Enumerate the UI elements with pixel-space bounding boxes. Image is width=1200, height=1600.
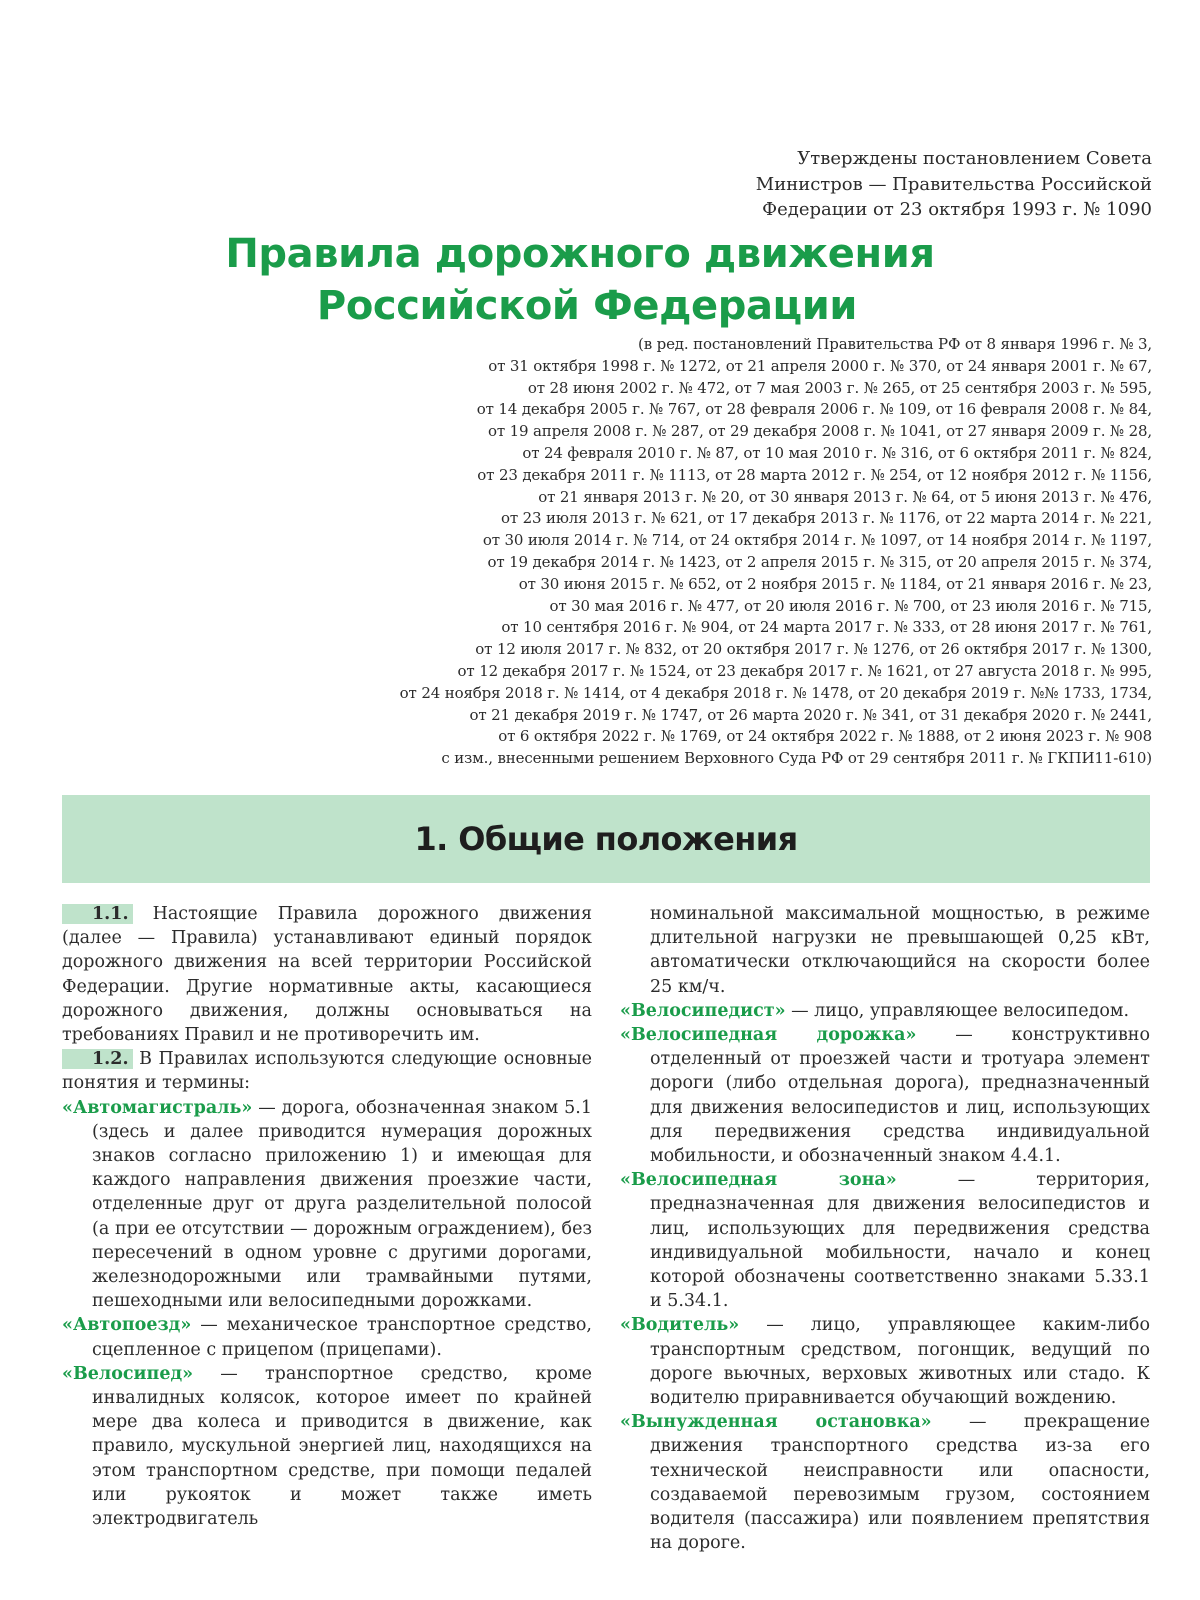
definition-vynuzhdennaya-ostanovka xyxy=(620,1410,1150,1555)
right-column xyxy=(620,902,1150,1555)
term: «Велосипедист» xyxy=(620,1000,786,1021)
paragraph-1-1 xyxy=(62,902,592,1047)
paragraph-text: В Правилах используются следующие основные понятия и термины: xyxy=(62,1049,592,1094)
revision-line: от 12 декабря 2017 г. № 1524, от 23 декабря 2017 г. № 1621, от 27 августа 2018 г. № 995, xyxy=(457,661,1152,680)
definition-text: — дорога, обозначенная знаком 5.1 (здесь и далее приводится нумерация дорожных знаков согласно приложению 1) и имеющая для каждого направления движения проезжие части, отделенные друг от друга разделительной полосой (а при ее отсутствии — дорожным ограждением), без пересечений в одном уровне с другими дорогами, железнодорожными или трамвайными путями, пешеходными или велосипедными дорожками. xyxy=(92,1097,592,1312)
definition-text: — лицо, управляющее каким-либо транспортным средством, погонщик, ведущий по дороге вьючных, верховых животных или стадо. К водителю приравнивается обучающий вождению. xyxy=(650,1315,1150,1409)
term: «Автопоезд» xyxy=(62,1315,192,1336)
paragraph-number: 1.1. xyxy=(62,904,133,924)
term: «Велосипед» xyxy=(62,1363,194,1384)
definition-text: номинальной максимальной мощностью, в режиме длительной нагрузки не превышающей 0,25 кВт, автоматически отключающийся на скорости более 25 км/ч. xyxy=(650,904,1150,997)
revision-line: с изм., внесенными решением Верховного Суда РФ от 29 сентября 2011 г. № ГКПИ11-610) xyxy=(441,749,1152,768)
revision-line: от 21 января 2013 г. № 20, от 30 января 2013 г. № 64, от 5 июня 2013 г. № 476, xyxy=(538,487,1152,506)
revision-line: от 14 декабря 2005 г. № 767, от 28 февраля 2006 г. № 109, от 16 февраля 2008 г. № 84, xyxy=(476,400,1152,419)
revision-line: от 23 июля 2013 г. № 621, от 17 декабря 2013 г. № 1176, от 22 марта 2014 г. № 221, xyxy=(500,509,1152,528)
approval-line: Федерации от 23 октября 1993 г. № 1090 xyxy=(762,199,1152,220)
definition-text: — конструктивно отделенный от проезжей части и тротуара элемент дороги (либо отдельная дорога), предназначенный для движения велосипедистов и лиц, использующих для передвижения средства индивидуальной мобильности, и обозначенный знаком 4.4.1. xyxy=(650,1025,1150,1167)
revision-line: от 19 декабря 2014 г. № 1423, от 2 апреля 2015 г. № 315, от 20 апреля 2015 г. № 374, xyxy=(487,552,1152,571)
revision-line: (в ред. постановлений Правительства РФ от 8 января 1996 г. № 3, xyxy=(638,335,1152,353)
approval-line: Утверждены постановлением Совета xyxy=(797,148,1152,169)
paragraph-number: 1.2. xyxy=(62,1049,133,1069)
definition-text: — прекращение движения транспортного средства из-за его технической неисправности или опасности, создаваемой перевозимым грузом, состоянием водителя (пассажира) или появлением препятствия на дороге. xyxy=(650,1412,1151,1554)
revision-line: от 30 мая 2016 г. № 477, от 20 июля 2016 г. № 700, от 23 июля 2016 г. № 715, xyxy=(549,596,1152,615)
revision-line: от 21 декабря 2019 г. № 1747, от 26 марта 2020 г. № 341, от 31 декабря 2020 г. № 2441, xyxy=(469,705,1152,724)
definition-text: — территория, предназначенная для движения велосипедистов и лиц, использующих для передвижения средства индивидуальной мобильности, начало и конец которой обозначены соответственно знаками 5.33.1 и 5.34.1. xyxy=(650,1170,1150,1312)
definition-velosipedist xyxy=(620,999,1150,1023)
title-line-2: Российской Федерации xyxy=(316,283,858,329)
revision-line: от 19 апреля 2008 г. № 287, от 29 декабря 2008 г. № 1041, от 27 января 2009 г. № 28, xyxy=(487,422,1152,441)
approval-line: Министров — Правительства Российской xyxy=(755,173,1152,195)
revision-line: от 30 июня 2015 г. № 652, от 2 ноября 2015 г. № 1184, от 21 января 2016 г. № 23, xyxy=(518,574,1152,593)
revision-line: от 6 октября 2022 г. № 1769, от 24 октября 2022 г. № 1888, от 2 июня 2023 г. № 908 xyxy=(498,727,1152,746)
definition-avtopoezd xyxy=(62,1313,592,1361)
term: «Велосипедная дорожка» xyxy=(620,1025,917,1046)
revision-line: от 24 ноября 2018 г. № 1414, от 4 декабря 2018 г. № 1478, от 20 декабря 2019 г. №№ 1733, 1734, xyxy=(399,683,1152,702)
definition-velosipednaya-zona xyxy=(620,1168,1150,1313)
revision-line: от 24 февраля 2010 г. № 87, от 10 мая 2010 г. № 316, от 6 октября 2011 г. № 824, xyxy=(522,443,1152,462)
term: «Вынужденная остановка» xyxy=(620,1412,932,1433)
section-heading: 1. Общие положения xyxy=(414,820,798,858)
approval-note xyxy=(632,146,1152,223)
term: «Автомагистраль» xyxy=(62,1097,253,1118)
paragraph-1-2 xyxy=(62,1047,592,1095)
definition-velosipednaya-dorozhka xyxy=(620,1023,1150,1168)
term: «Водитель» xyxy=(620,1315,740,1336)
definition-voditel xyxy=(620,1313,1150,1410)
title-line-1: Правила дорожного движения xyxy=(225,231,935,277)
definition-velosiped xyxy=(62,1362,592,1531)
definition-avtomagistral xyxy=(62,1096,592,1314)
revision-line: от 31 октября 1998 г. № 1272, от 21 апреля 2000 г. № 370, от 24 января 2001 г. № 67, xyxy=(488,356,1152,375)
revision-line: от 10 сентября 2016 г. № 904, от 24 марта 2017 г. № 333, от 28 июня 2017 г. № 761, xyxy=(501,618,1152,637)
document-title xyxy=(0,228,1200,332)
term: «Велосипедная зона» xyxy=(620,1170,897,1191)
definition-text: — механическое транспортное средство, сцепленное с прицепом (прицепами). xyxy=(92,1315,592,1360)
left-column xyxy=(62,902,592,1531)
definition-velosiped-continued xyxy=(620,902,1150,999)
paragraph-text: Настоящие Правила дорожного движения (далее — Правила) устанавливают единый порядок дорожного движения на всей территории Российской Федерации. Другие нормативные акты, касающиеся дорожного движения, должны основываться на требованиях Правил и не противоречить им. xyxy=(62,904,592,1046)
definition-text: — транспортное средство, кроме инвалидных колясок, которое имеет по крайней мере два колеса и приводится в движение, как правило, мускульной энергией лиц, находящихся на этом транспортном средстве, при помощи педалей или рукояток и может также иметь электродвигатель xyxy=(92,1363,592,1530)
definition-text: — лицо, управляющее велосипедом. xyxy=(785,1000,1130,1021)
revision-line: от 28 июня 2002 г. № 472, от 7 мая 2003 г. № 265, от 25 сентября 2003 г. № 595, xyxy=(527,378,1152,397)
revision-line: от 23 декабря 2011 г. № 1113, от 28 марта 2012 г. № 254, от 12 ноября 2012 г. № 1156, xyxy=(477,465,1152,484)
revision-line: от 30 июля 2014 г. № 714, от 24 октября 2014 г. № 1097, от 14 ноября 2014 г. № 1197, xyxy=(482,531,1152,550)
revision-line: от 12 июля 2017 г. № 832, от 20 октября 2017 г. № 1276, от 26 октября 2017 г. № 1300, xyxy=(475,640,1152,659)
revisions-list xyxy=(302,334,1152,770)
section-banner xyxy=(62,795,1150,883)
